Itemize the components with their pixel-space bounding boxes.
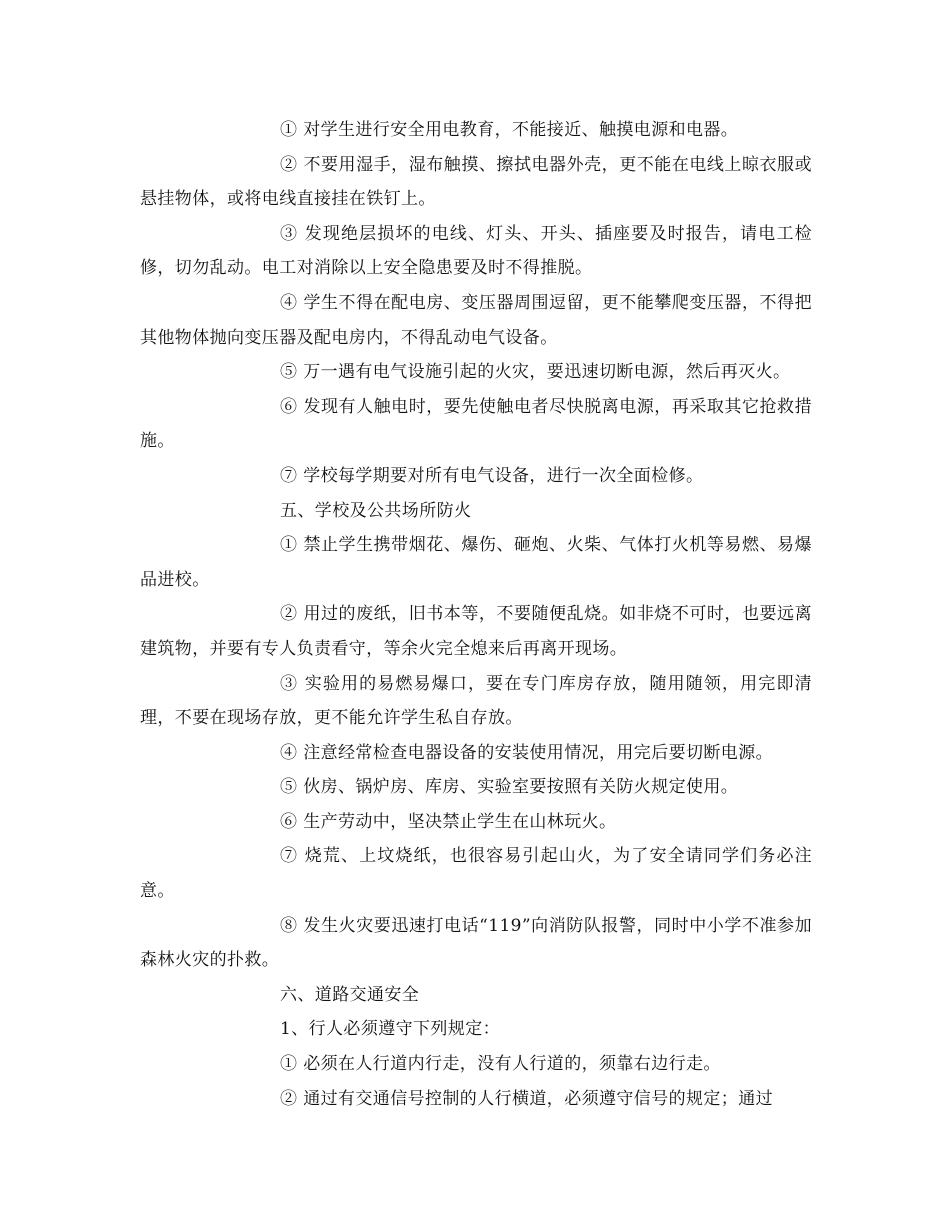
- paragraph-electric-6: ⑥ 发现有人触电时，要先使触电者尽快脱离电源，再采取其它抢救措施。: [140, 396, 812, 452]
- paragraph-electric-4: ④ 学生不得在配电房、变压器周围逗留，更不能攀爬变压器，不得把其他物体抛向变压器及配电房内，不得乱动电气设备。: [140, 292, 812, 348]
- section-heading-road-safety: 六、道路交通安全: [280, 984, 420, 1005]
- paragraph-electric-3: ③ 发现绝层损坏的电线、灯头、开头、插座要及时报告，请电工检修，切勿乱动。电工对消除以上安全隐患要及时不得推脱。: [140, 223, 812, 279]
- paragraph-fire-4: ④ 注意经常检查电器设备的安装使用情况，用完后要切断电源。: [280, 742, 774, 763]
- paragraph-fire-2: ② 用过的废纸，旧书本等，不要随便乱烧。如非烧不可时，也要远离建筑物，并要有专人负责看守，等余火完全熄来后再离开现场。: [140, 604, 812, 659]
- paragraph-fire-1: ① 禁止学生携带烟花、爆伤、砸炮、火柴、气体打火机等易燃、易爆品进校。: [140, 535, 812, 590]
- paragraph-fire-7: ⑦ 烧荒、上坟烧纸，也很容易引起山火，为了安全请同学们务必注意。: [140, 846, 812, 902]
- subheading-pedestrian-rules: 1、行人必须遵守下列规定：: [280, 1019, 501, 1040]
- paragraph-electric-1: ① 对学生进行安全用电教育，不能接近、触摸电源和电器。: [280, 120, 739, 140]
- document-body: [140, 113, 812, 1116]
- paragraph-electric-2: ② 不要用湿手，湿布触摸、擦拭电器外壳，更不能在电线上晾衣服或悬挂物体，或将电线直接挂在铁钉上。: [140, 154, 812, 210]
- paragraph-road-2: ② 通过有交通信号控制的人行横道，必须遵守信号的规定；通过: [280, 1088, 774, 1109]
- paragraph-electric-5: ⑤ 万一遇有电气设施引起的火灾，要迅速切断电源，然后再灭火。: [280, 362, 791, 383]
- paragraph-electric-7: ⑦ 学校每学期要对所有电气设备，进行一次全面检修。: [280, 465, 704, 486]
- section-heading-fire-prevention: 五、学校及公共场所防火: [280, 500, 472, 521]
- paragraph-fire-5: ⑤ 伙房、锅炉房、库房、实验室要按照有关防火规定使用。: [280, 777, 739, 798]
- paragraph-fire-6: ⑥ 生产劳动中，坚决禁止学生在山林玩火。: [280, 811, 617, 832]
- paragraph-fire-8: ⑧ 发生火灾要迅速打电话“119”向消防队报警，同时中小学不准参加森林火灾的扑救。: [140, 915, 812, 971]
- paragraph-road-1: ① 必须在人行道内行走，没有人行道的，须靠右边行走。: [280, 1054, 721, 1075]
- paragraph-fire-3: ③ 实验用的易燃易爆口，要在专门库房存放，随用随领，用完即清理，不要在现场存放，更不能允许学生私自存放。: [140, 673, 812, 729]
